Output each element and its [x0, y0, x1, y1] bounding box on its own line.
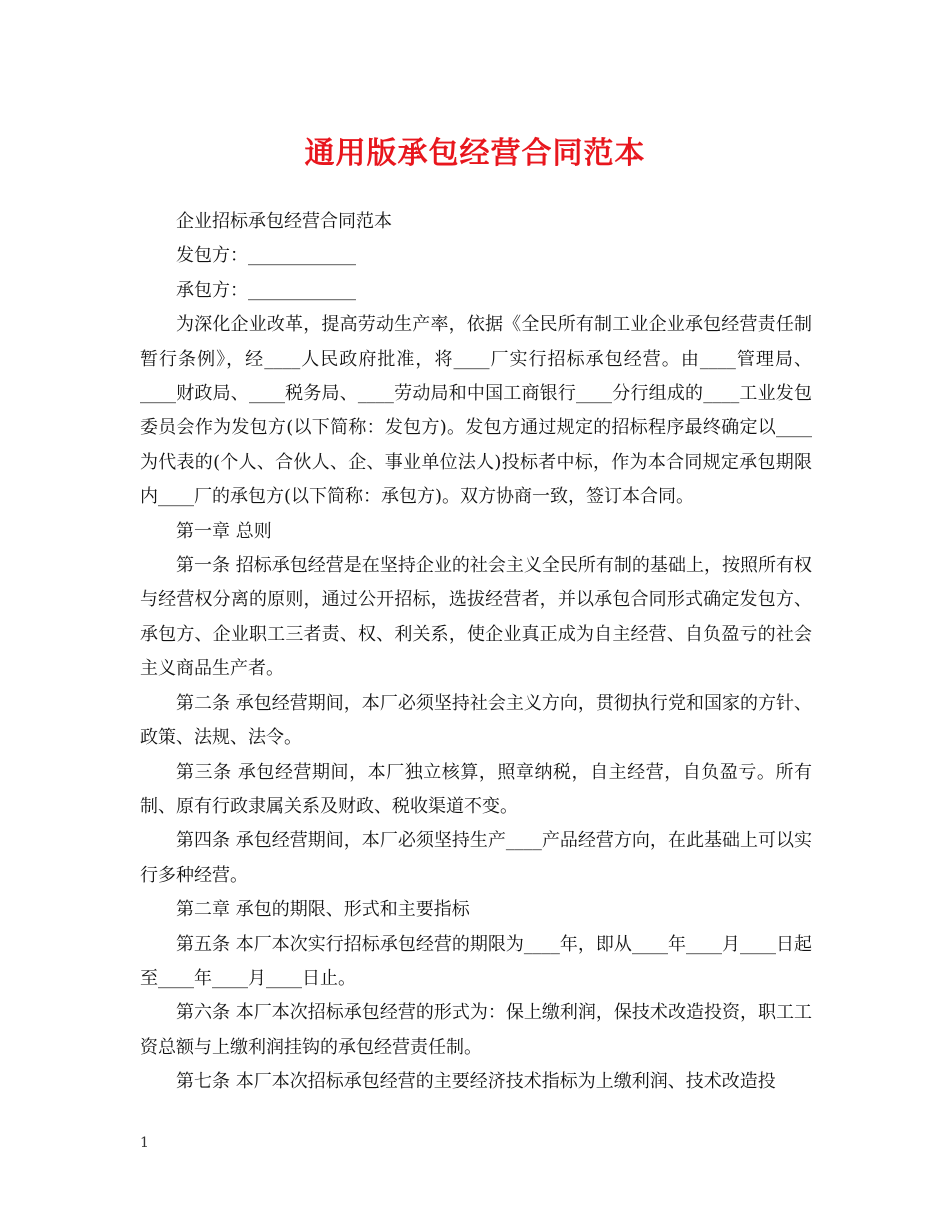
paragraph: 第三条 承包经营期间，本厂独立核算，照章纳税，自主经营，自负盈亏。所有制、原有行政隶属关系及财政、税收渠道不变。 — [140, 761, 812, 817]
paragraph: 第一条 招标承包经营是在坚持企业的社会主义全民所有制的基础上，按照所有权与经营权分离的原则，通过公开招标，选拔经营者，并以承包合同形式确定发包方、承包方、企业职工三者责、权、利关系，使企业真正成为自主经营、自负盈亏的社会主义商品生产者。 — [140, 555, 812, 680]
paragraph: 第二条 承包经营期间，本厂必须坚持社会主义方向，贯彻执行党和国家的方针、政策、法规、法令。 — [140, 692, 812, 749]
chapter-heading: 第二章 承包的期限、形式和主要指标 — [176, 899, 470, 921]
paragraph: 第六条 本厂本次招标承包经营的形式为：保上缴利润，保技术改造投资，职工工资总额与上缴利润挂钩的承包经营责任制。 — [140, 1002, 812, 1058]
page-number: 1 — [140, 1135, 149, 1151]
document-body — [140, 205, 812, 1100]
paragraph: 第四条 承包经营期间，本厂必须坚持生产____产品经营方向，在此基础上可以实行多种经营。 — [140, 830, 812, 886]
paragraph: 第五条 本厂本次实行招标承包经营的期限为____年，即从____年____月____日起至____年____月____日止。 — [140, 933, 813, 989]
paragraph: 企业招标承包经营合同范本 — [176, 211, 392, 232]
paragraph: 承包方：____________ — [176, 279, 356, 301]
paragraph: 发包方：____________ — [176, 245, 356, 267]
paragraph: 为深化企业改革，提高劳动生产率，依据《全民所有制工业企业承包经营责任制暂行条例》，经____人民政府批准，将____厂实行招标承包经营。由____管理局、____财政局、____税务局、____劳动局和中国工商银行____分行组成的____工业发包委员会作为发包方(以下简称：发包方)。发包方通过规定的招标程序最终确定以____为代表的(个人、合伙人、企、事业单位法人)投标者中标，作为本合同规定承包期限内____厂的承包方(以下简称：承包方)。双方协商一致，签订本合同。 — [140, 314, 812, 508]
chapter-heading: 第一章 总则 — [176, 520, 272, 542]
document-title: 通用版承包经营合同范本 — [304, 136, 646, 171]
paragraph: 第七条 本厂本次招标承包经营的主要经济技术指标为上缴利润、技术改造投 — [176, 1071, 776, 1093]
